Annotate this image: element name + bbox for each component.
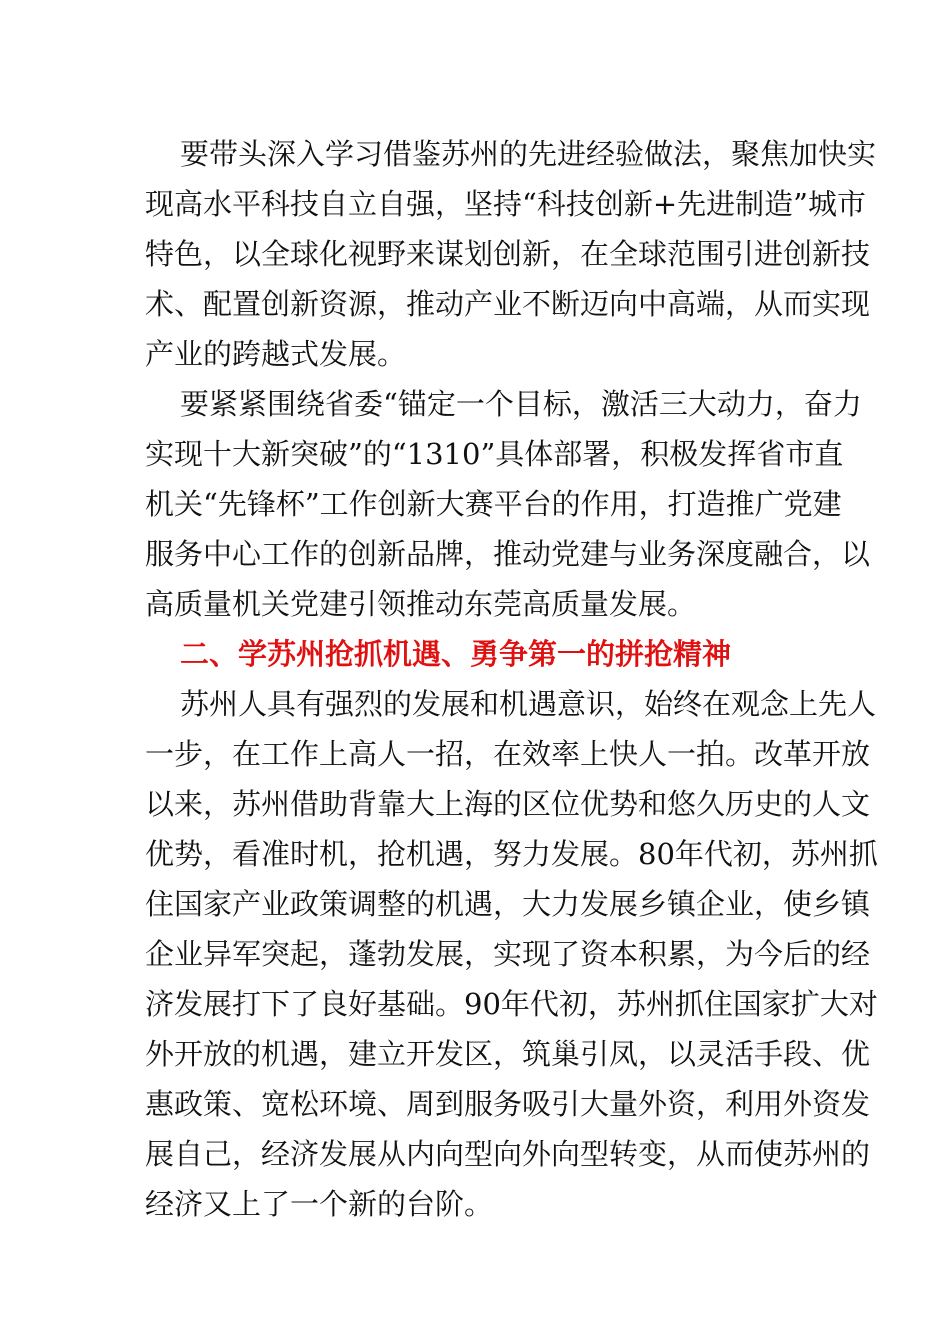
paragraph-2-line-5: 高质量机关党建引领推动东莞高质量发展。	[145, 587, 697, 621]
paragraph-3-line-3: 以来，苏州借助背靠大上海的区位优势和悠久历史的人文	[145, 787, 871, 821]
paragraph-3-line-7: 济发展打下了良好基础。90年代初，苏州抓住国家扩大对	[145, 987, 878, 1021]
paragraph-3-line-9: 惠政策、宽松环境、周到服务吸引大量外资，利用外资发	[145, 1087, 871, 1121]
paragraph-3-line-5: 住国家产业政策调整的机遇，大力发展乡镇企业，使乡镇	[145, 887, 871, 921]
paragraph-3-line-10: 展自己，经济发展从内向型向外向型转变，从而使苏州的	[145, 1137, 871, 1171]
paragraph-3-line-1: 苏州人具有强烈的发展和机遇意识，始终在观念上先人	[180, 687, 877, 721]
paragraph-2-line-2: 实现十大新突破”的“1310”具体部署，积极发挥省市直	[145, 437, 844, 471]
paragraph-1-line-1: 要带头深入学习借鉴苏州的先进经验做法，聚焦加快实	[180, 137, 877, 171]
paragraph-1-line-2: 现高水平科技自立自强，坚持“科技创新+先进制造”城市	[145, 187, 866, 221]
paragraph-1-line-3: 特色，以全球化视野来谋划创新，在全球范围引进创新技	[145, 237, 871, 271]
paragraph-3-line-2: 一步，在工作上高人一招，在效率上快人一拍。改革开放	[145, 737, 871, 771]
paragraph-2-line-3: 机关“先锋杯”工作创新大赛平台的作用，打造推广党建	[145, 487, 842, 521]
paragraph-3-line-6: 企业异军突起，蓬勃发展，实现了资本积累，为今后的经	[145, 937, 871, 971]
paragraph-1-line-5: 产业的跨越式发展。	[145, 337, 407, 371]
paragraph-1-line-4: 术、配置创新资源，推动产业不断迈向中高端，从而实现	[145, 287, 871, 321]
paragraph-3-line-11: 经济又上了一个新的台阶。	[145, 1187, 494, 1221]
paragraph-2-line-1: 要紧紧围绕省委“锚定一个目标，激活三大动力，奋力	[180, 387, 862, 421]
paragraph-2-line-4: 服务中心工作的创新品牌，推动党建与业务深度融合，以	[145, 537, 871, 571]
paragraph-3-line-4: 优势，看准时机，抢机遇，努力发展。80年代初，苏州抓	[145, 837, 878, 871]
paragraph-3-line-8: 外开放的机遇，建立开发区，筑巢引凤，以灵活手段、优	[145, 1037, 871, 1071]
section-heading: 二、学苏州抢抓机遇、勇争第一的拼抢精神	[180, 637, 732, 671]
